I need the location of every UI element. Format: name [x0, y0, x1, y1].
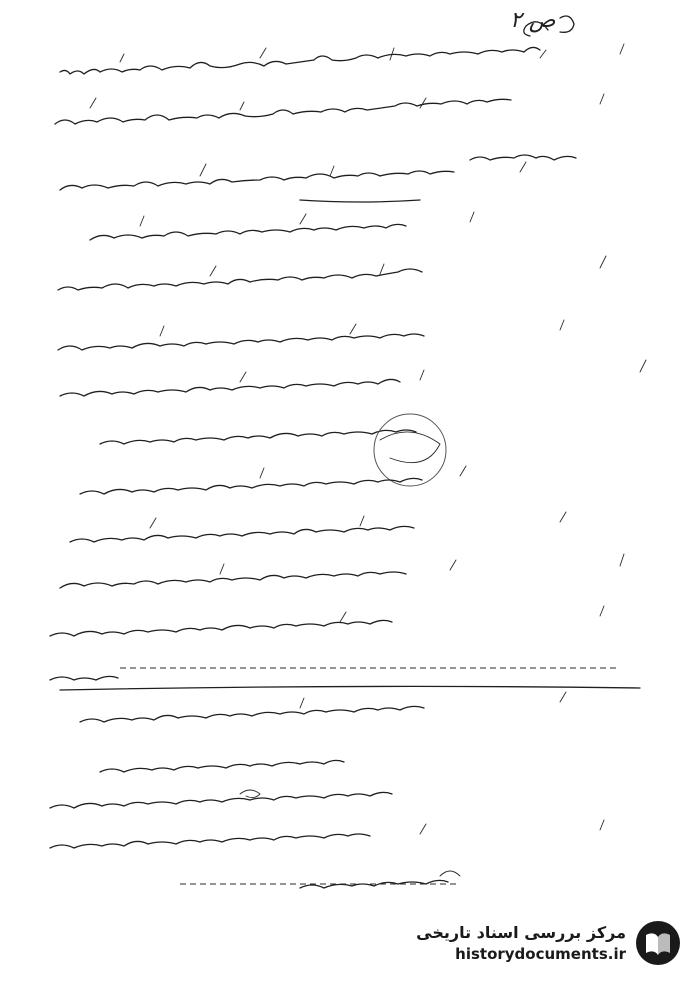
watermark: [392, 915, 682, 971]
handwritten-line-5: [90, 212, 474, 240]
handwritten-line-17: [50, 790, 392, 808]
handwritten-line-3: [470, 155, 576, 160]
watermark-url: historydocuments.ir: [455, 945, 626, 963]
separator-line: [60, 686, 640, 690]
handwritten-line-13: [50, 606, 604, 636]
handwritten-line-16: [100, 760, 344, 772]
handwritten-line-12: [60, 554, 624, 588]
handwritten-line-15: [80, 692, 566, 722]
handwritten-line-4: [60, 162, 526, 202]
handwritten-line-8: [60, 360, 646, 396]
book-logo-icon: [634, 919, 682, 967]
handwritten-line-10: [80, 466, 466, 494]
handwritten-line-19: [300, 871, 460, 888]
handwritten-line-18: [50, 820, 604, 848]
handwritten-line-2: [55, 94, 604, 124]
handwritten-line-6: [58, 256, 606, 290]
handwritten-line-14: [50, 668, 620, 680]
handwritten-line-7: [58, 320, 564, 350]
handwritten-line-9: [100, 414, 446, 486]
handwritten-line-1: [60, 44, 624, 74]
watermark-text: [416, 922, 626, 964]
handwritten-line-11: [70, 512, 566, 542]
page-number: ص ۲: [510, 8, 556, 33]
watermark-title: مرکز بررسی اسناد تاریخی: [416, 923, 626, 942]
